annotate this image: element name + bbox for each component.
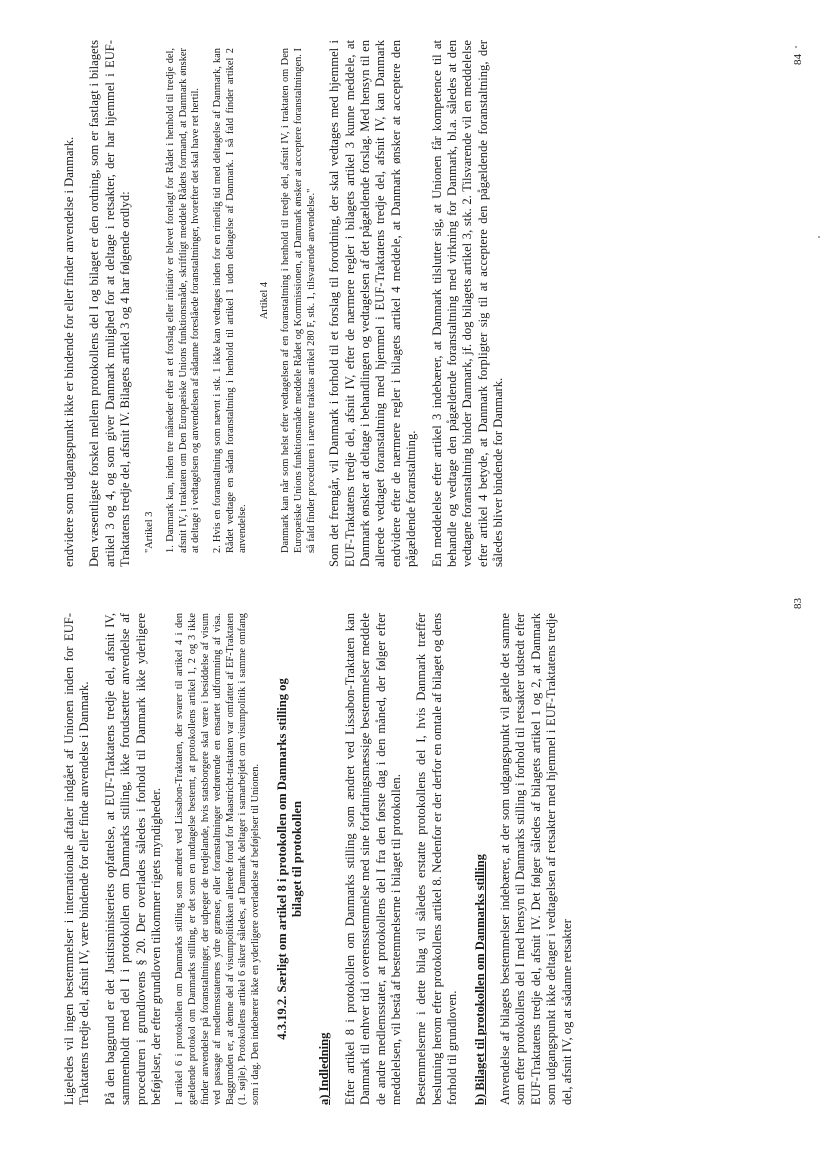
subheading-text: b) Bilaget til protokollen om Danmarks stilling (472, 854, 487, 1105)
section-heading (275, 613, 306, 1105)
paragraph: Bestemmelserne i dette bilag vil således erstatte protokollens del I, hvis Danmark træffer beslutning herom efter protokollens artikel 8. Nedenfor er der derfor en omtale af bilaget og dens forhold til grundloven. (414, 613, 460, 1105)
quote-block (144, 40, 319, 567)
subheading-text: a) Indledning (317, 1032, 332, 1105)
scan-speck (795, 46, 797, 48)
page-83 (0, 585, 826, 1169)
quote-paragraph: 1. Danmark kan, inden tre måneder efter at et forslag eller initiativ er blevet forelagt for Rådet i henhold til tredje del, afsnit IV, i traktaten om Den Europæiske Unions funktionsmåde, skriftligt meddele Rådets formand, at Danmark ønsker at deltage i vedtagelsen og anvendelsen af sådanne foreslåede foranstaltninger, hvorefter det skal have ret hertil. (165, 48, 202, 553)
paragraph: Som det fremgår, vil Danmark i forhold til et forslag til forordning, der skal vedtages med hjemmel i EUF-Traktatens tredje del, afsnit IV, efter de nærmere regler i bilagets artikel 3 kunne meddele, at Danmark ønsker at deltage i behandlingen og vedtagelsen af det pågældende forslag. Med hensyn til en allerede vedtaget foranstaltning med hjemmel i EUF-Traktatens tredje del, afsnit IV, kan Danmark endvidere efter de nærmere regler i bilagets artikel 4 meddele, at Danmark ønsker at acceptere den pågældende foranstaltning. (327, 40, 419, 567)
paragraph: I artikel 6 i protokollen om Danmarks stilling som ændret ved Lissabon-Traktaten, der svarer til artikel 4 i den gældende protokol om Danmarks stilling, er det som en undtagelse bestemt, at protokollens artikel 1, 2 og 3 ikke finder anvendelse på foranstaltninger, der udpeger de tredjelande, hvis statsborgere skal være i besiddelse af visum ved passage af medlemsstaternes ydre grænser, eller foranstaltninger vedrørende en ensartet udformning af visa. Baggrunden er, at denne del af visumpolitikken allerede forud for Maastricht-traktaten var omfattet af EF-Traktaten (1. søjle). Protokollens artikel 6 sikrer således, at Danmark deltager i samarbejdet om visumpolitik i samme omfang som i dag. Den indebærer ikke en yderligere overladelse af beføjelser til Unionen. (174, 613, 261, 1105)
quote-paragraph: Danmark kan når som helst efter vedtagelsen af en foranstaltning i henhold til tredje del, afsnit IV, i traktaten om Den Europæiske Unions funktionsmåde meddele Rådet og Kommissionen, at Danmark ønsker at acceptere foranstaltningen. I så fald finder proceduren i nævnte traktats artikel 280 F, stk. 1, tilsvarende anvendelse." (280, 48, 317, 553)
quote-title: "Artikel 3 (143, 511, 155, 553)
page-number: 84 (792, 54, 804, 65)
page-number: 83 (792, 598, 804, 609)
heading-line: 4.3.19.2. Særligt om artikel 8 i protokollen om Danmarks stilling og (274, 678, 289, 1040)
paragraph: Den væsentligste forskel mellem protokollens del I og bilaget er den ordning, som er fastlagt i bilagets artikel 3 og 4, og som giver Danmark mulighed for at deltage i retsakter, der har hjemmel i EUF-Traktatens tredje del, afsnit IV. Bilagets artikel 3 og 4 har følgende ordlyd: (87, 40, 133, 567)
scan-speck (818, 236, 820, 238)
subheading (473, 613, 488, 1105)
paragraph: På den baggrund er det Justitsministeriets opfattelse, at EUF-Traktatens tredje del, afsnit IV, sammenholdt med del I i protokollen om Danmarks stilling, ikke forudsætter anvendelse af proceduren i grundlovens § 20. Der overlades således i forhold til Danmark ikke yderligere beføjelser, der efter grundloven tilkommer rigets myndigheder. (102, 613, 164, 1105)
paragraph: Anvendelse af bilagets bestemmelser indebærer, at der som udgangspunkt vil gælde det samme som efter protokollens del I med hensyn til Danmarks stilling i forhold til retsakter udstedt efter EUF-Traktatens tredje del, afsnit IV. Det følger således af bilagets artikel 1 og 2, at Danmark som udgangspunkt ikke deltager i vedtagelsen af retsakter med hjemmel i EUF-Traktatens tredje del, afsnit IV, og at sådanne retsakter (498, 613, 574, 1105)
subheading (317, 613, 332, 1105)
paragraph: Ligeledes vil ingen bestemmelser i internationale aftaler indgået af Unionen inden for EUF-Traktatens tredje del, afsnit IV, være bindende for eller finde anvendelse i Danmark. (62, 613, 92, 1105)
paragraph: endvidere som udgangspunkt ikke er bindende for eller finder anvendelse i Danmark. (62, 136, 76, 567)
quote-paragraph: 2. Hvis en foranstaltning som nævnt i stk. 1 ikke kan vedtages inden for en rimelig tid med deltagelse af Danmark, kan Rådet vedtage en sådan foranstaltning i henhold til artikel 1 uden deltagelse af Danmark. I så fald finder artikel 2 anvendelse. (212, 48, 249, 553)
quote-title: Artikel 4 (258, 281, 270, 320)
paragraph: En meddelelse efter artikel 3 indebærer, at Danmark tilslutter sig, at Unionen får kompetence til at behandle og vedtage den pågældende foranstaltning med virkning for Danmark, bl.a. således at den vedtagne foranstaltning binder Danmark, jf. dog bilagets artikel 3, stk. 2. Tilsvarende vil en meddelelse efter artikel 4 betyde, at Danmark forpligter sig til at acceptere den pågældende foranstaltning, der således bliver bindende for Danmark. (429, 40, 506, 567)
heading-line: bilaget til protokollen (290, 801, 304, 917)
paragraph: Efter artikel 8 i protokollen om Danmarks stilling som ændret ved Lissabon-Traktaten kan Danmark til enhver tid i overensstemmelse med sine forfatningsmæssige bestemmelser meddele de andre medlemsstater, at protokollens del I fra den første dag i den måned, der følger efter meddelelsen, vil bestå af bestemmelserne i bilaget til protokollen. (342, 613, 404, 1105)
